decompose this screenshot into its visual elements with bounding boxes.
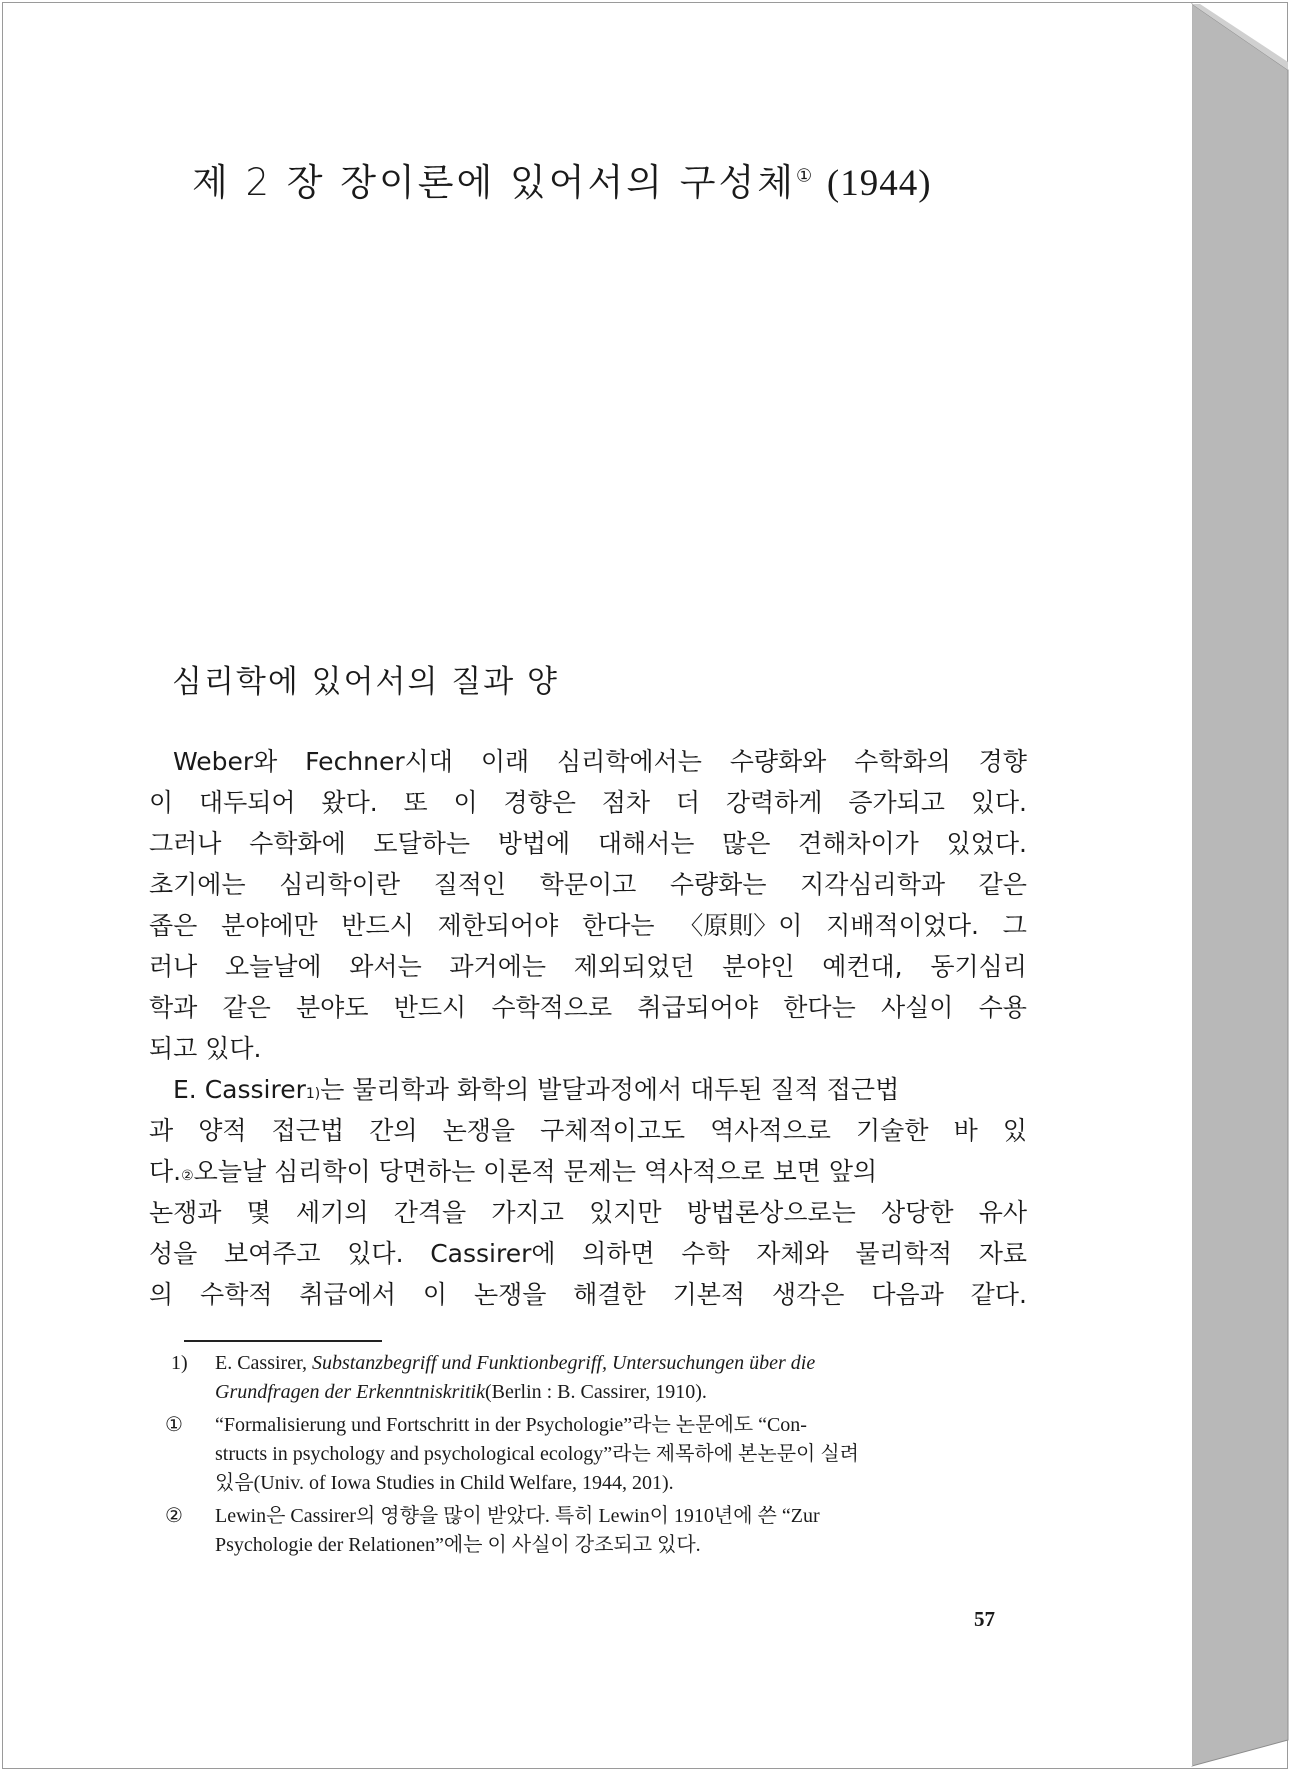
footnote (159, 1502, 1027, 1560)
footnote-line: 있음(Univ. of Iowa Studies in Child Welfare, 1944, 201). (215, 1472, 674, 1494)
paragraph-line: 의 수학적 취급에서 이 논쟁을 해결한 기본적 생각은 다음과 같다. (149, 1280, 1027, 1309)
paragraph-line: 과 양적 접근법 간의 논쟁을 구체적이고도 역사적으로 기술한 바 있 (149, 1116, 1027, 1145)
footnote-line: E. Cassirer, Substanzbegriff und Funktionbegriff, Untersuchungen über die (215, 1352, 816, 1374)
paragraph-line: 초기에는 심리학이란 질적인 학문이고 수량화는 지각심리학과 같은 (149, 870, 1027, 899)
page-number: 57 (974, 1607, 995, 1631)
footnote-line: “Formalisierung und Fortschritt in der Psychologie”라는 논문에도 “Con- (215, 1414, 807, 1436)
paragraph-line: 되고 있다. (149, 1034, 262, 1063)
footnote-mark: 1) (171, 1352, 188, 1374)
footnote-mark: ① (165, 1414, 183, 1436)
book-page (4, 4, 1193, 1766)
paragraph-line: 다. ② 오늘날 심리학이 당면하는 이론적 문제는 역사적으로 보면 앞의 (149, 1151, 1027, 1192)
line-text: 다. (149, 1157, 182, 1186)
footnote (159, 1411, 1027, 1498)
footnote (159, 1349, 1027, 1407)
footnote-line: structs in psychology and psychological ecology”라는 제목하에 본논문이 실려 (215, 1443, 859, 1465)
paragraph-line: 러나 오늘날에 와서는 과거에는 제외되었던 분야인 예컨대, 동기심리 (149, 952, 1027, 981)
paragraph-line: E. Cassirer 1) 는 물리학과 화학의 발달과정에서 대두된 질적 접근법 (149, 1069, 1027, 1110)
paragraph-line: 성을 보여주고 있다. Cassirer에 의하면 수학 자체와 물리학적 자료 (149, 1239, 1027, 1268)
footnotes (159, 1349, 1027, 1564)
cassirer-name: E. Cassirer (173, 1075, 306, 1104)
footnote-line: Psychologie der Relationen”에는 이 사실이 강조되고 있다. (215, 1534, 701, 1556)
footnote-mark: ② (165, 1505, 183, 1527)
paragraph-line: 학과 같은 분야도 반드시 수학적으로 취급되어야 한다는 사실이 수용 (149, 993, 1027, 1022)
section-title: 심리학에 있어서의 질과 양 (172, 664, 559, 700)
paragraph-line: 좁은 분야에만 반드시 제한되어야 한다는 〈原則〉이 지배적이었다. 그 (149, 911, 1027, 940)
line-text: 오늘날 심리학이 당면하는 이론적 문제는 역사적으로 보면 앞의 (193, 1157, 878, 1186)
paragraph-line: 이 대두되어 왔다. 또 이 경향은 점차 더 강력하게 증가되고 있다. (149, 788, 1027, 817)
chapter-note-mark: ① (796, 165, 813, 187)
line-text: 는 물리학과 화학의 발달과정에서 대두된 질적 접근법 (320, 1075, 900, 1104)
footnote-line: Grundfragen der Erkenntniskritik(Berlin : B. Cassirer, 1910). (215, 1381, 707, 1403)
body-text (149, 741, 1027, 1315)
paragraph-line: Weber와 Fechner시대 이래 심리학에서는 수량화와 수학화의 경향 (173, 747, 1027, 776)
chapter-title-text: 제 2 장 장이론에 있어서의 구성체 (192, 161, 796, 204)
paragraph-line: 그러나 수학화에 도달하는 방법에 대해서는 많은 견해차이가 있었다. (149, 829, 1027, 858)
footnote-divider (184, 1340, 382, 1342)
paragraph-line: 논쟁과 몇 세기의 간격을 가지고 있지만 방법론상으로는 상당한 유사 (149, 1198, 1027, 1227)
chapter-title (192, 152, 1092, 206)
chapter-year: (1944) (826, 163, 932, 204)
footnote-line: Lewin은 Cassirer의 영향을 많이 받았다. 특히 Lewin이 1910년에 쓴 “Zur (215, 1505, 820, 1527)
